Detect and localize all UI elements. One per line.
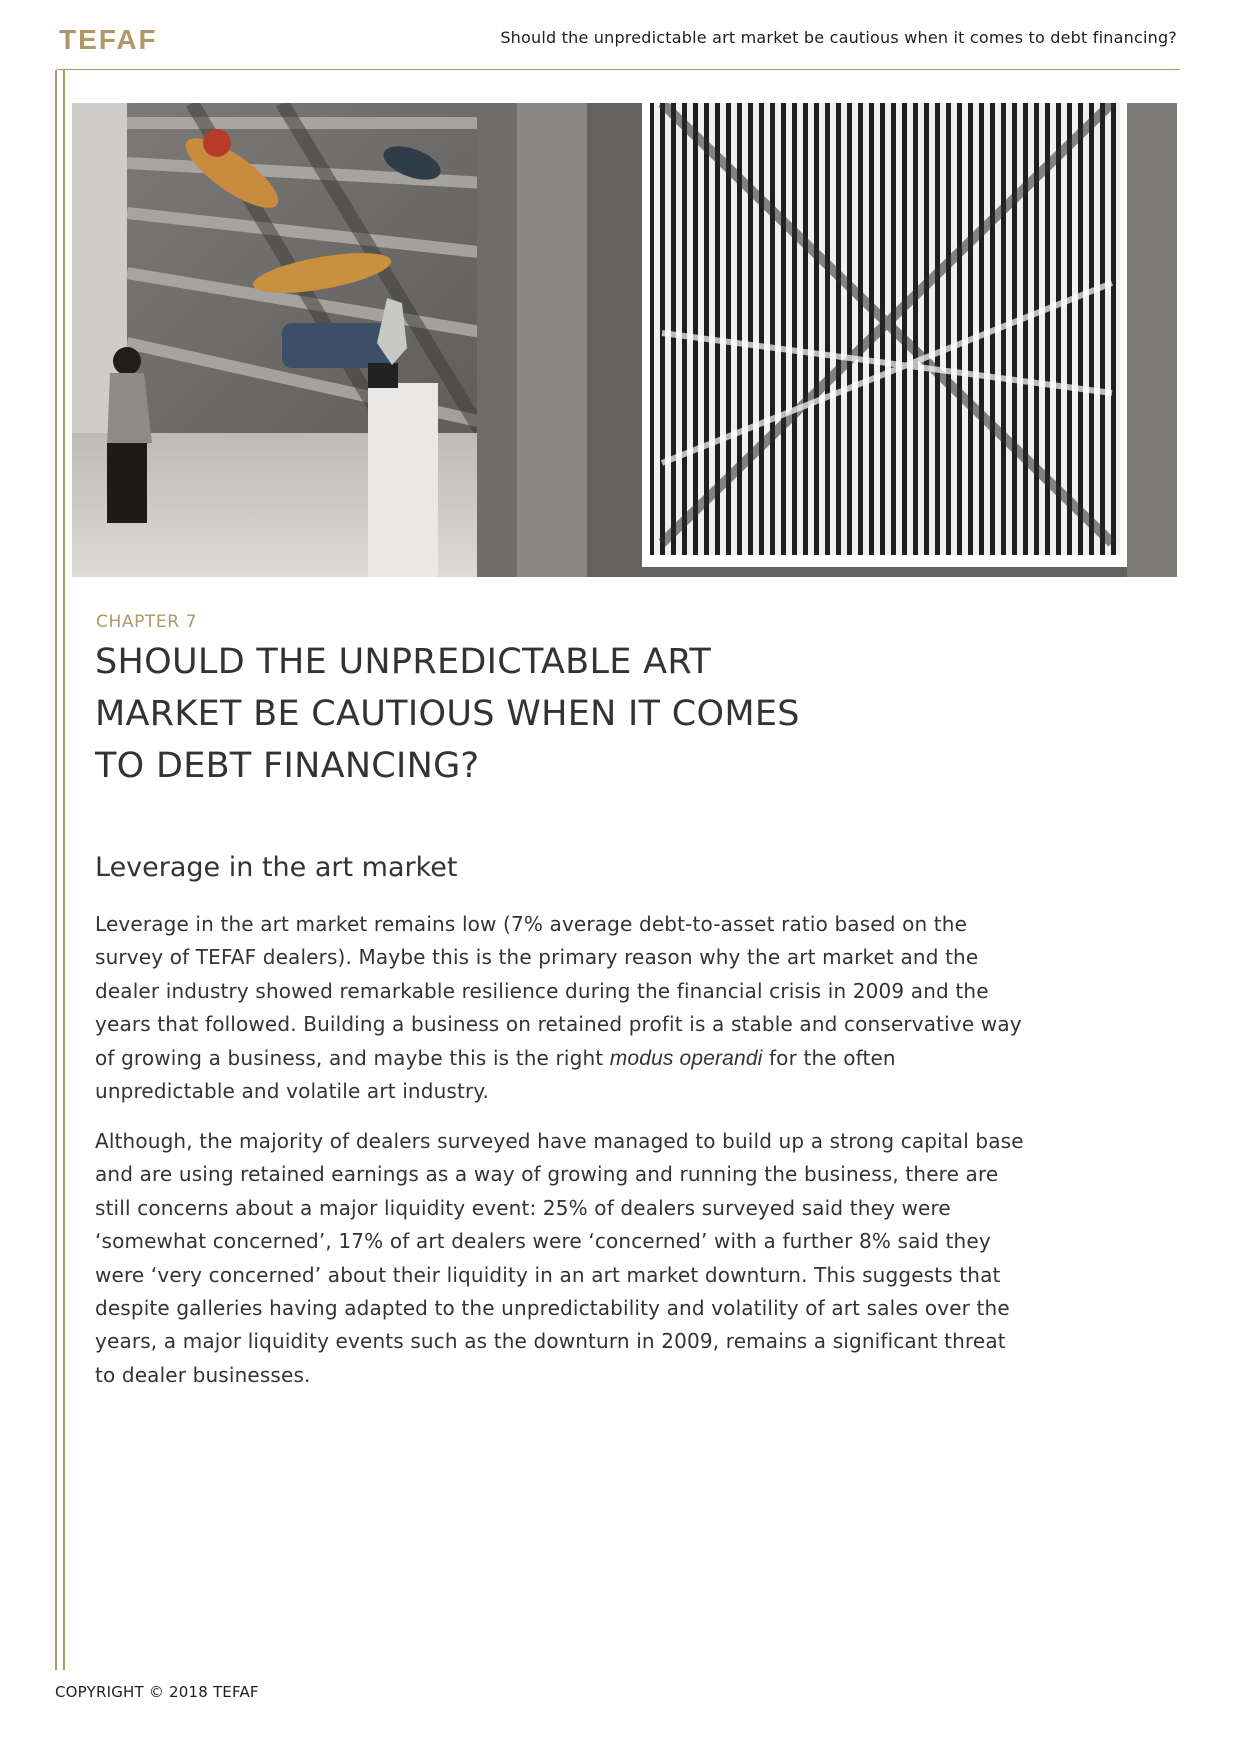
paragraph-line: dealer industry showed remarkable resilience during the financial crisis in 2009 and the: [95, 978, 989, 1003]
paragraph-line: Leverage in the art market remains low (7% average debt-to-asset ratio based on the: [95, 912, 968, 936]
paragraph-line: still concerns about a major liquidity event: 25% of dealers surveyed said they were: [95, 1195, 951, 1220]
paragraph-line: unpredictable and volatile art industry.: [95, 1079, 489, 1104]
chapter-title-line: SHOULD THE UNPREDICTABLE ART: [95, 642, 712, 682]
paragraph-line: despite galleries having adapted to the unpredictability and volatility of art sales over the: [95, 1296, 1010, 1321]
paragraph-text: of growing a business, and maybe this is the right: [95, 1045, 610, 1070]
copyright-footer: COPYRIGHT © 2018 TEFAF: [55, 1683, 259, 1701]
paragraph-line: were ‘very concerned’ about their liquidity in an art market downturn. This suggests that: [95, 1262, 1001, 1287]
paragraph-line: Although, the majority of dealers surveyed have managed to build up a strong capital base: [95, 1129, 1024, 1153]
paragraph-line: and are using retained earnings as a way of growing and running the business, there are: [95, 1162, 999, 1187]
section-heading: Leverage in the art market: [95, 852, 458, 883]
chapter-title: [95, 636, 855, 792]
italic-term: modus operandi: [609, 1046, 763, 1070]
chapter-label: CHAPTER 7: [96, 612, 198, 632]
paragraph-2: [95, 1125, 1025, 1392]
paragraph-line: years, a major liquidity events such as the downturn in 2009, remains a significant threat: [95, 1329, 1006, 1354]
paragraph-1: [95, 908, 1025, 1108]
margin-rule-inner: [63, 70, 65, 1670]
paragraph-line: years that followed. Building a business on retained profit is a stable and conservative way: [95, 1012, 1022, 1037]
chapter-title-line: TO DEBT FINANCING?: [95, 746, 480, 786]
paragraph-line: [95, 1042, 1025, 1075]
running-header-title: Should the unpredictable art market be cautious when it comes to debt financing?: [500, 28, 1177, 47]
paragraph-text: for the often: [762, 1045, 896, 1070]
gallery-photo: [72, 103, 1177, 577]
tefaf-logo: TEFAF: [59, 24, 158, 55]
paragraph-line: survey of TEFAF dealers). Maybe this is the primary reason why the art market and the: [95, 945, 979, 970]
paragraph-line: ‘somewhat concerned’, 17% of art dealers were ‘concerned’ with a further 8% said they: [95, 1229, 991, 1254]
chapter-title-line: MARKET BE CAUTIOUS WHEN IT COMES: [95, 694, 800, 734]
margin-rule-outer: [55, 70, 57, 1670]
paragraph-line: to dealer businesses.: [95, 1362, 311, 1387]
header-divider: [57, 69, 1180, 70]
